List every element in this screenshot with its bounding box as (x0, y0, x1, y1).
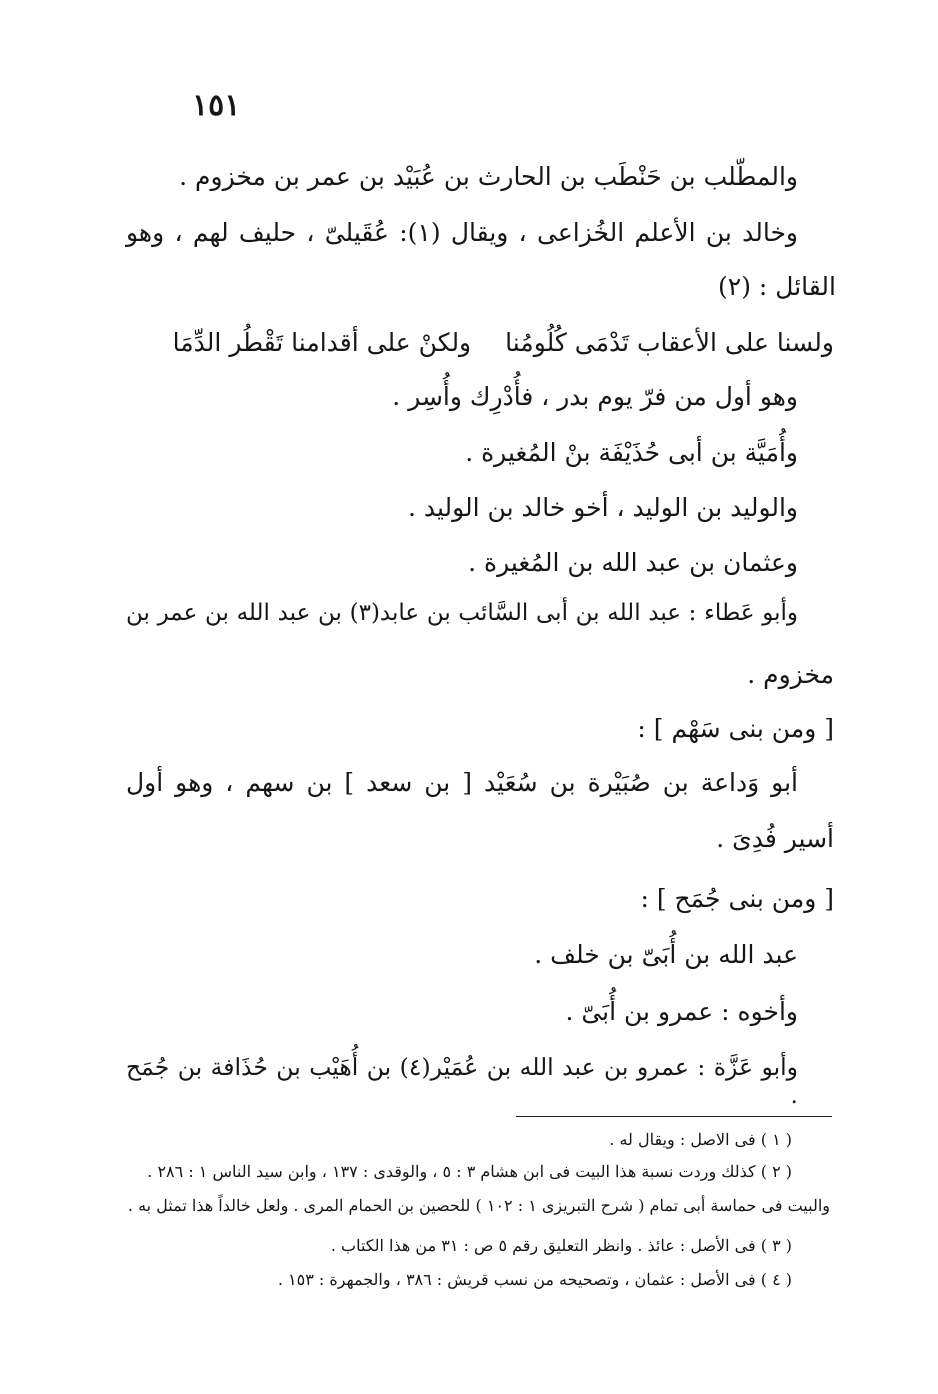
footnote: ( ١ ) فى الاصل : ويقال له . (609, 1130, 792, 1149)
text-line: وخالد بن الأعلم الخُزاعى ، ويقال (١): عُقَيلىّ ، حليف لهم ، وهو (126, 218, 798, 247)
text-line: وأُمَيَّة بن أبى حُذَيْفَة بنْ المُغيرة . (465, 438, 798, 467)
text-line: وأبو عَزَّة : عمرو بن عبد الله بن عُمَيْر(٤) بن أُهَيْب بن حُذَافة بن جُمَح . (126, 1053, 799, 1110)
text-line: القائل : (٢) (718, 272, 836, 301)
text-line: وأبو عَطاء : عبد الله بن أبى السَّائب بن عابد(٣) بن عبد الله بن عمر بن (126, 600, 798, 626)
footnote: ( ٤ ) فى الأصل : عثمان ، وتصحيحه من نسب قريش : ٣٨٦ ، والجمهرة : ١٥٣ . (277, 1270, 792, 1289)
text-line: مخزوم . (747, 660, 834, 689)
text-line: وهو أول من فرّ يوم بدر ، فأُدْرِك وأُسِر . (392, 382, 798, 411)
text-line: أبو وَداعة بن صُبَيْرة بن سُعَيْد [ بن سعد ] بن سهم ، وهو أول (126, 768, 798, 797)
footnote: والبيت فى حماسة أبى تمام ( شرح التبريزى ١ : ١٠٢ ) للحصين بن الحمام المرى . ولعل خالداً هذا تمثل به . (127, 1196, 830, 1215)
footnote-divider (516, 1116, 832, 1117)
section-heading: [ ومن بنى جُمَح ] : (640, 884, 834, 913)
text-line: وعثمان بن عبد الله بن المُغيرة . (468, 548, 798, 577)
poem-verse (173, 328, 834, 358)
text-line: أسير فُدِىَ . (716, 824, 834, 853)
footnote: ( ٣ ) فى الأصل : عائذ . وانظر التعليق رقم ٥ ص : ٣١ من هذا الكتاب . (330, 1236, 792, 1255)
text-line: عبد الله بن أُبَىّ بن خلف . (534, 940, 798, 969)
text-line: والمطّلب بن حَنْطَب بن الحارث بن عُبَيْد بن عمر بن مخزوم . (179, 162, 798, 191)
page-number: ١٥١ (192, 88, 241, 123)
text-line: وأخوه : عمرو بن أُبَىّ . (565, 997, 798, 1026)
section-heading: [ ومن بنى سَهْم ] : (637, 714, 834, 743)
footnote: ( ٢ ) كذلك وردت نسبة هذا البيت فى ابن هشام ٣ : ٥ ، والوقدى : ١٣٧ ، وابن سيد الناس ١ : ٢٨٦ . (147, 1162, 792, 1181)
verse-first-hemistich: ولسنا على الأعقاب تَدْمَى كُلُومُنا (505, 328, 834, 357)
text-line: والوليد بن الوليد ، أخو خالد بن الوليد . (407, 493, 798, 522)
verse-second-hemistich: ولكنْ على أقدامنا تَقْطُر الدِّمَا (172, 328, 472, 357)
